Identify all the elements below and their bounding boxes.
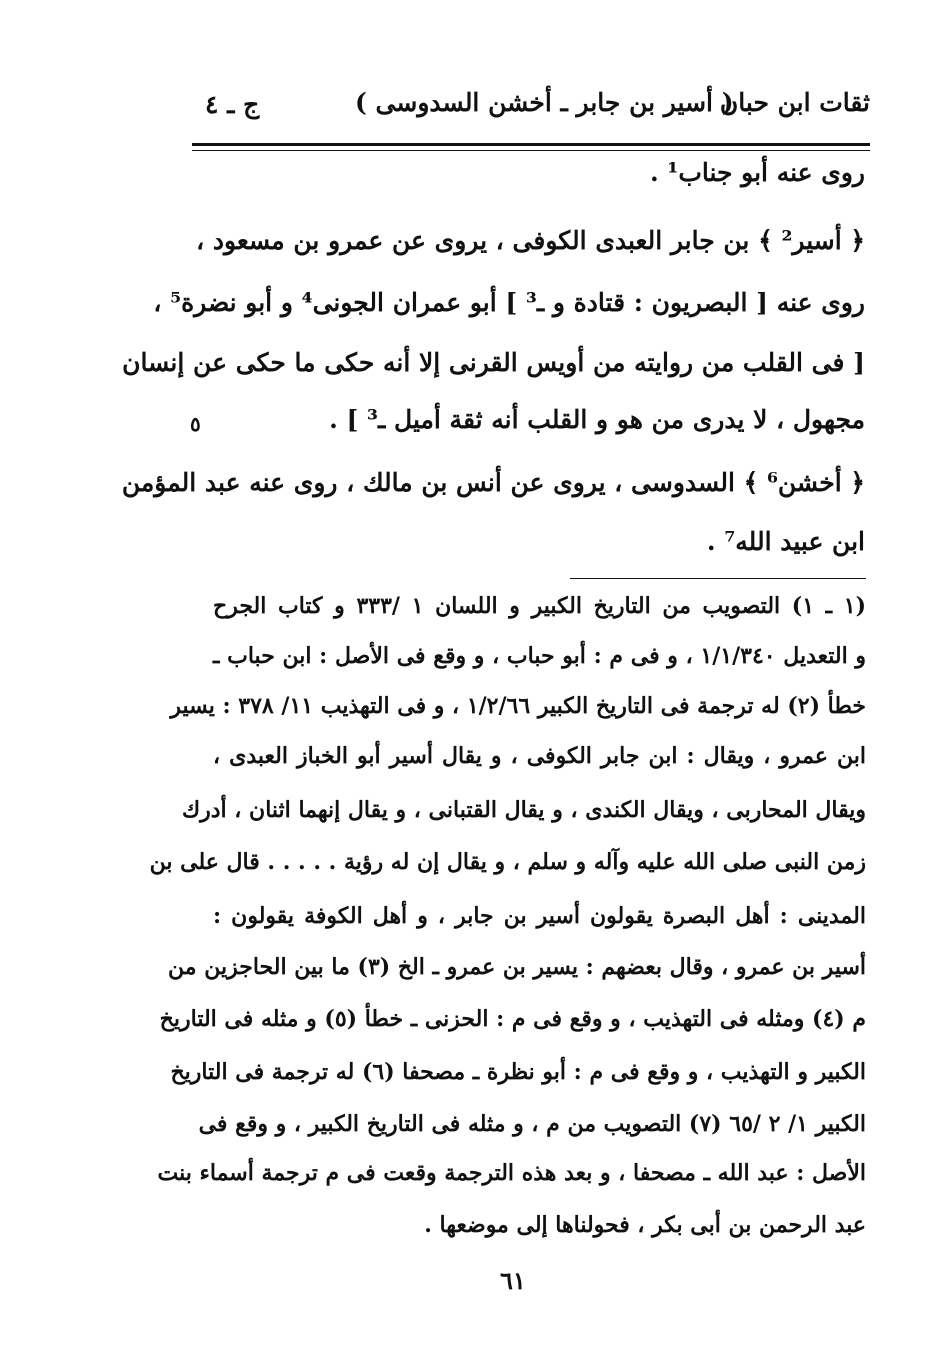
header-rule-thick (192, 143, 870, 146)
footnote-line: زمن النبى صلى الله عليه وآله و سلم ، و يقال إن له رؤية . . . . . قال على بن (149, 849, 866, 875)
main-text-line: مجهول ، لا يدرى من هو و القلب أنه ثقة أميل ـ³ ] . (329, 405, 865, 434)
footnote-line: عبد الرحمن بن أبى بكر ، فحولناها إلى موضعها . (424, 1212, 866, 1238)
footnote-line: (١ ـ ١) التصويب من التاريخ الكبير و اللسان ١ /٣٣٣ و كتاب الجرح (213, 593, 867, 619)
footnote-line: المدينى : أهل البصرة يقولون أسير بن جابر ، و أهل الكوفة يقولون : (213, 903, 866, 929)
main-text-line: [ فى القلب من روايته من أويس القرنى إلا أنه حكى ما حكى عن إنسان (122, 348, 865, 377)
footnote-line: و التعديل ١/١/٣٤٠ ، و فى م : أبو حباب ، و وقع فى الأصل : ابن حباب ـ (213, 643, 867, 669)
main-text-line: روى عنه أبو جناب¹ . (649, 158, 865, 187)
footnote-line: أسير بن عمرو ، وقال بعضهم : يسير بن عمرو ـ الخ (٣) ما بين الحاجزين من (168, 954, 866, 980)
main-text-line: روى عنه [ البصريون : قتادة و ـ³ ] أبو عمران الجونى⁴ و أبو نضرة⁵ ، (153, 288, 865, 317)
main-text-line: ﴿ أسير² ﴾ بن جابر العبدى الكوفى ، يروى عن عمرو بن مسعود ، (196, 226, 865, 255)
running-head-title: ثقات ابن حبان (719, 88, 870, 117)
footnote-line: ويقال المحاربى ، ويقال الكندى ، و يقال القتبانى ، و يقال إنهما اثنان ، أدرك (181, 797, 866, 823)
footnote-line: ابن عمرو ، ويقال : ابن جابر الكوفى ، و يقال أسير أبو الخباز العبدى ، (213, 743, 866, 769)
main-text-line: ﴿ أخشن⁶ ﴾ السدوسى ، يروى عن أنس بن مالك ، روى عنه عبد المؤمن (121, 468, 865, 497)
line-number-marker: ٥ (190, 412, 201, 436)
footnote-line: الأصل : عبد الله ـ مصحفا ، و بعد هذه الترجمة وقعت فى م ترجمة أسماء بنت (157, 1160, 866, 1186)
footnote-line: الكبير و التهذيب ، و وقع فى م : أبو نظرة ـ مصحفا (٦) له ترجمة فى التاريخ (170, 1059, 866, 1085)
footnote-line: خطأ (٢) له ترجمة فى التاريخ الكبير ١/٢/٦٦ ، و فى التهذيب ١١/ ٣٧٨ : يسير (170, 693, 866, 719)
running-head-volume: ج ـ ٤ (205, 90, 260, 119)
footnote-line: الكبير ١/ ٢ /٦٥ (٧) التصويب من م ، و مثله فى التاريخ الكبير ، و وقع فى (198, 1111, 866, 1137)
main-text-line: ابن عبيد الله⁷ . (706, 527, 865, 556)
header-rule-thin (192, 150, 870, 151)
page-number: ٦١ (500, 1266, 526, 1295)
footnote-line: م (٤) ومثله فى التهذيب ، و وقع فى م : الحزنى ـ خطأ (٥) و مثله فى التاريخ (159, 1006, 866, 1032)
footnote-separator (570, 578, 866, 579)
running-head-section: ( أسير بن جابر ـ أخشن السدوسى ) (355, 88, 734, 117)
